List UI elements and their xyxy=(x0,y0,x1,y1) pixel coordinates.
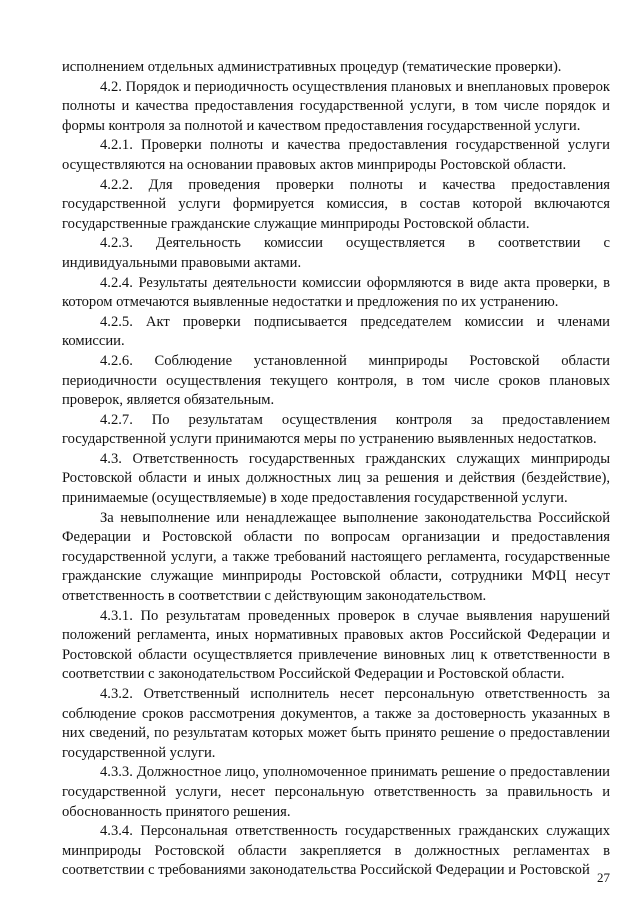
page-number: 27 xyxy=(597,870,610,885)
paragraph-4-2-6: 4.2.6. Соблюдение установленной минприроды Ростовской области периодичности осуществления текущего контроля, в том числе сроков плановых проверок, является обязательным. xyxy=(62,352,610,409)
paragraph-4-3-liability: За невыполнение или ненадлежащее выполнение законодательства Российской Федерации и Ростовской области по вопросам организации и предоставления государственной услуги, а также требований настоящего регламента, государственные гражданские служащие минприроды Ростовской области, сотрудники МФЦ несут ответственность в соответствии с действующим законодательством. xyxy=(62,509,610,605)
document-body xyxy=(62,58,610,881)
paragraph-4-3-4: 4.3.4. Персональная ответственность государственных гражданских служащих минприроды Ростовской области закрепляется в должностных регламентах в соответствии с требованиями законодательства Российской Федерации и Ростовской xyxy=(62,823,610,879)
paragraph-continuation: исполнением отдельных административных процедур (тематические проверки). xyxy=(62,59,562,75)
paragraph-4-2-2: 4.2.2. Для проведения проверки полноты и качества предоставления государственной услуги формируется комиссия, в состав которой включаются государственные гражданские служащие минприроды Ростовской области. xyxy=(62,176,610,232)
paragraph-4-2-4: 4.2.4. Результаты деятельности комиссии оформляются в виде акта проверки, в котором отмечаются выявленные недостатки и предложения по их устранению. xyxy=(62,274,610,311)
paragraph-4-3-2: 4.3.2. Ответственный исполнитель несет персональную ответственность за соблюдение сроков рассмотрения документов, а также за достоверность указанных в них сведений, по результатам которых может быть принято решение о предоставлении государственной услуги. xyxy=(62,686,610,761)
paragraph-4-2-7: 4.2.7. По результатам осуществления контроля за предоставлением государственной услуги принимаются меры по устранению выявленных недостатков. xyxy=(62,411,610,448)
paragraph-4-3-3: 4.3.3. Должностное лицо, уполномоченное принимать решение о предоставлении государственной услуги, несет персональную ответственность за правильность и обоснованность принятого решения. xyxy=(62,764,610,820)
paragraph-4-2: 4.2. Порядок и периодичность осуществления плановых и внеплановых проверок полноты и качества предоставления государственной услуги, в том числе порядок и формы контроля за полнотой и качеством предоставления государственной услуги. xyxy=(62,78,610,134)
paragraph-4-2-5: 4.2.5. Акт проверки подписывается председателем комиссии и членами комиссии. xyxy=(62,313,610,350)
paragraph-4-2-3: 4.2.3. Деятельность комиссии осуществляется в соответствии с индивидуальными правовыми актами. xyxy=(62,235,610,271)
paragraph-4-2-1: 4.2.1. Проверки полноты и качества предоставления государственной услуги осуществляются на основании правовых актов минприроды Ростовской области. xyxy=(62,137,610,173)
paragraph-4-3-1: 4.3.1. По результатам проведенных проверок в случае выявления нарушений положений регламента, иных нормативных правовых актов Российской Федерации и Ростовской области осуществляется привлечение виновных лиц к ответственности в соответствии с законодательством Российской Федерации и Ростовской области. xyxy=(62,607,610,683)
paragraph-4-3: 4.3. Ответственность государственных гражданских служащих минприроды Ростовской области и иных должностных лиц за решения и действия (бездействие), принимаемые (осуществляемые) в ходе предоставления государственной услуги. xyxy=(62,450,610,507)
